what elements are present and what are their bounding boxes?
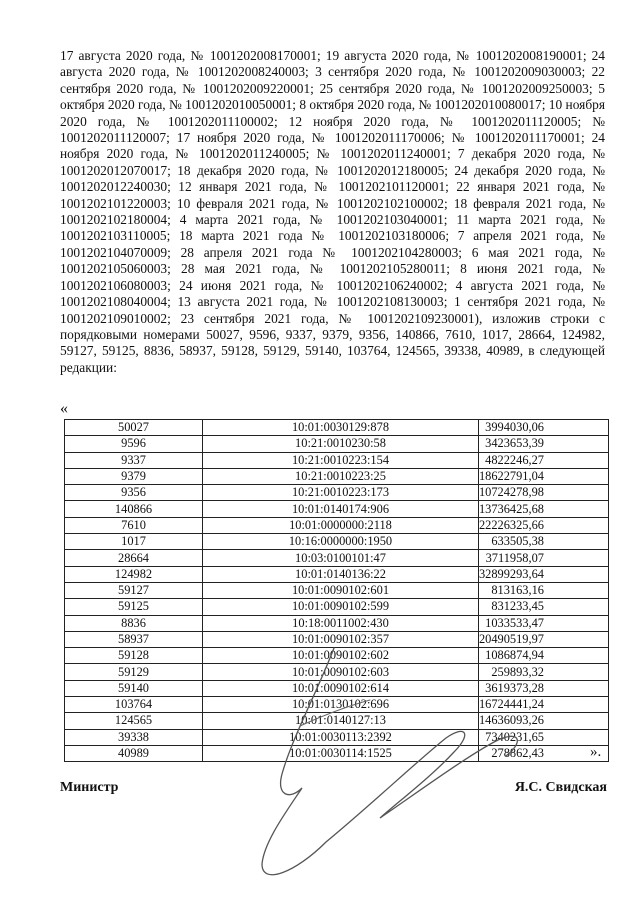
cadastral-number: 10:01:0090102:601 bbox=[203, 582, 479, 598]
cadastral-value: 16724441,24 bbox=[478, 697, 608, 713]
cadastral-value: 32899293,64 bbox=[478, 566, 608, 582]
row-number: 39338 bbox=[65, 729, 203, 745]
table-row bbox=[65, 631, 609, 647]
cadastral-value: 7340231,65 bbox=[478, 729, 608, 745]
cadastral-number: 10:01:0140136:22 bbox=[203, 566, 479, 582]
cadastral-number: 10:01:0090102:357 bbox=[203, 631, 479, 647]
table-row bbox=[65, 485, 609, 501]
cadastral-value: 1033533,47 bbox=[478, 615, 608, 631]
table-row bbox=[65, 550, 609, 566]
cadastral-value: 14636093,26 bbox=[478, 713, 608, 729]
table-row bbox=[65, 745, 609, 761]
row-number: 58937 bbox=[65, 631, 203, 647]
row-number: 1017 bbox=[65, 534, 203, 550]
row-number: 103764 bbox=[65, 697, 203, 713]
row-number: 59127 bbox=[65, 582, 203, 598]
row-number: 59140 bbox=[65, 680, 203, 696]
cadastral-number: 10:03:0100101:47 bbox=[203, 550, 479, 566]
row-number: 59129 bbox=[65, 664, 203, 680]
row-number: 9337 bbox=[65, 452, 203, 468]
table-row bbox=[65, 599, 609, 615]
cadastral-number: 10:01:0090102:614 bbox=[203, 680, 479, 696]
row-number: 9356 bbox=[65, 485, 203, 501]
cadastral-number: 10:01:0140174:906 bbox=[203, 501, 479, 517]
table-row bbox=[65, 713, 609, 729]
cadastral-value: 3619373,28 bbox=[478, 680, 608, 696]
row-number: 124982 bbox=[65, 566, 203, 582]
table-row bbox=[65, 648, 609, 664]
cadastral-number: 10:21:0010230:58 bbox=[203, 436, 479, 452]
cadastral-value: 4822246,27 bbox=[478, 452, 608, 468]
row-number: 8836 bbox=[65, 615, 203, 631]
cadastral-number: 10:16:0000000:1950 bbox=[203, 534, 479, 550]
table-row bbox=[65, 534, 609, 550]
opening-quote: « bbox=[60, 400, 68, 417]
row-number: 59128 bbox=[65, 648, 203, 664]
cadastral-number: 10:01:0130102:696 bbox=[203, 697, 479, 713]
row-number: 9379 bbox=[65, 468, 203, 484]
row-number: 59125 bbox=[65, 599, 203, 615]
cadastral-value: 3423653,39 bbox=[478, 436, 608, 452]
row-number: 9596 bbox=[65, 436, 203, 452]
cadastral-number: 10:18:0011002:430 bbox=[203, 615, 479, 631]
data-table bbox=[64, 419, 609, 762]
cadastral-number: 10:21:0010223:25 bbox=[203, 468, 479, 484]
row-number: 28664 bbox=[65, 550, 203, 566]
minister-label: Министр bbox=[60, 780, 119, 795]
cadastral-number: 10:01:0030129:878 bbox=[203, 420, 479, 436]
cadastral-value: 22226325,66 bbox=[478, 517, 608, 533]
table-row bbox=[65, 420, 609, 436]
cadastral-number: 10:21:0010223:154 bbox=[203, 452, 479, 468]
table-row bbox=[65, 664, 609, 680]
table-row bbox=[65, 582, 609, 598]
row-number: 140866 bbox=[65, 501, 203, 517]
cadastral-number: 10:01:0090102:599 bbox=[203, 599, 479, 615]
table-row bbox=[65, 615, 609, 631]
table-row bbox=[65, 501, 609, 517]
table-row bbox=[65, 468, 609, 484]
cadastral-value: 13736425,68 bbox=[478, 501, 608, 517]
closing-quote: ». bbox=[590, 744, 602, 760]
cadastral-value: 3711958,07 bbox=[478, 550, 608, 566]
cadastral-value: 259893,32 bbox=[478, 664, 608, 680]
cadastral-value: 813163,16 bbox=[478, 582, 608, 598]
table-row bbox=[65, 566, 609, 582]
row-number: 7610 bbox=[65, 517, 203, 533]
signer-name: Я.С. Свидская bbox=[514, 780, 607, 795]
table-row bbox=[65, 452, 609, 468]
cadastral-number: 10:01:0030113:2392 bbox=[203, 729, 479, 745]
cadastral-number: 10:01:0090102:602 bbox=[203, 648, 479, 664]
cadastral-number: 10:01:0140127:13 bbox=[203, 713, 479, 729]
table-row bbox=[65, 436, 609, 452]
table-row bbox=[65, 680, 609, 696]
row-number: 50027 bbox=[65, 420, 203, 436]
body-paragraph: 17 августа 2020 года, № 1001202008170001; 19 августа 2020 года, № 1001202008190001; 24 августа 2020 года, № 1001202008240003; 3 сентября 2020 года, № 1001202009030003; 22 сентября 2020 года, № 1001202009220001; 25 сентября 2020 года, № 1001202009250003; 5 октября 2020 года, № 1001202010050001; 8 октября 2020 года, № 1001202010080017; 10 ноября 2020 года, № 1001202011100002; 12 ноября 2020 года, № 1001202011120005; № 1001202011120007; 17 ноября 2020 года, № 1001202011170006; № 1001202011170001; 24 ноября 2020 года, № 1001202011240005; № 1001202011240001; 7 декабря 2020 года, № 1001202012070017; 18 декабря 2020 года, № 1001202012180005; 24 декабря 2020 года, № 1001202012240030; 12 января 2021 года, № 1001202101120001; 22 января 2021 года, № 1001202101220003; 10 февраля 2021 года, № 1001202102100002; 18 февраля 2021 года, № 1001202102180004; 4 марта 2021 года, № 1001202103040001; 11 марта 2021 года, № 1001202103110005; 18 марта 2021 года № 1001202103180006; 7 апреля 2021 года, № 1001202104070009; 28 апреля 2021 года № 1001202104280003; 6 мая 2021 года, № 1001202105060003; 28 мая 2021 года, № 1001202105280011; 8 июня 2021 года, № 1001202106080003; 24 июня 2021 года, № 1001202106240002; 4 августа 2021 года, № 1001202108040004; 13 августа 2021 года, № 1001202108130003; 1 сентября 2021 года, № 1001202109010002; 23 сентября 2021 года, № 1001202109230001), изложив строки с порядковыми номерами 50027, 9596, 9337, 9379, 9356, 140866, 7610, 1017, 28664, 124982, 59127, 59125, 8836, 58937, 59128, 59129, 59140, 103764, 124565, 39338, 40989, в следующей редакции: bbox=[60, 48, 605, 375]
cadastral-number: 10:01:0030114:1525 bbox=[203, 745, 479, 761]
table-row bbox=[65, 697, 609, 713]
cadastral-number: 10:01:0000000:2118 bbox=[203, 517, 479, 533]
table-row bbox=[65, 729, 609, 745]
cadastral-number: 10:01:0090102:603 bbox=[203, 664, 479, 680]
cadastral-number: 10:21:0010223:173 bbox=[203, 485, 479, 501]
row-number: 124565 bbox=[65, 713, 203, 729]
cadastral-value: 278862,43 bbox=[478, 745, 608, 761]
cadastral-value: 633505,38 bbox=[478, 534, 608, 550]
row-number: 40989 bbox=[65, 745, 203, 761]
cadastral-value: 20490519,97 bbox=[478, 631, 608, 647]
table-body bbox=[65, 420, 609, 762]
cadastral-value: 831233,45 bbox=[478, 599, 608, 615]
table-row bbox=[65, 517, 609, 533]
cadastral-value: 3994030,06 bbox=[478, 420, 608, 436]
cadastral-value: 10724278,98 bbox=[478, 485, 608, 501]
cadastral-value: 1086874,94 bbox=[478, 648, 608, 664]
cadastral-value: 18622791,04 bbox=[478, 468, 608, 484]
